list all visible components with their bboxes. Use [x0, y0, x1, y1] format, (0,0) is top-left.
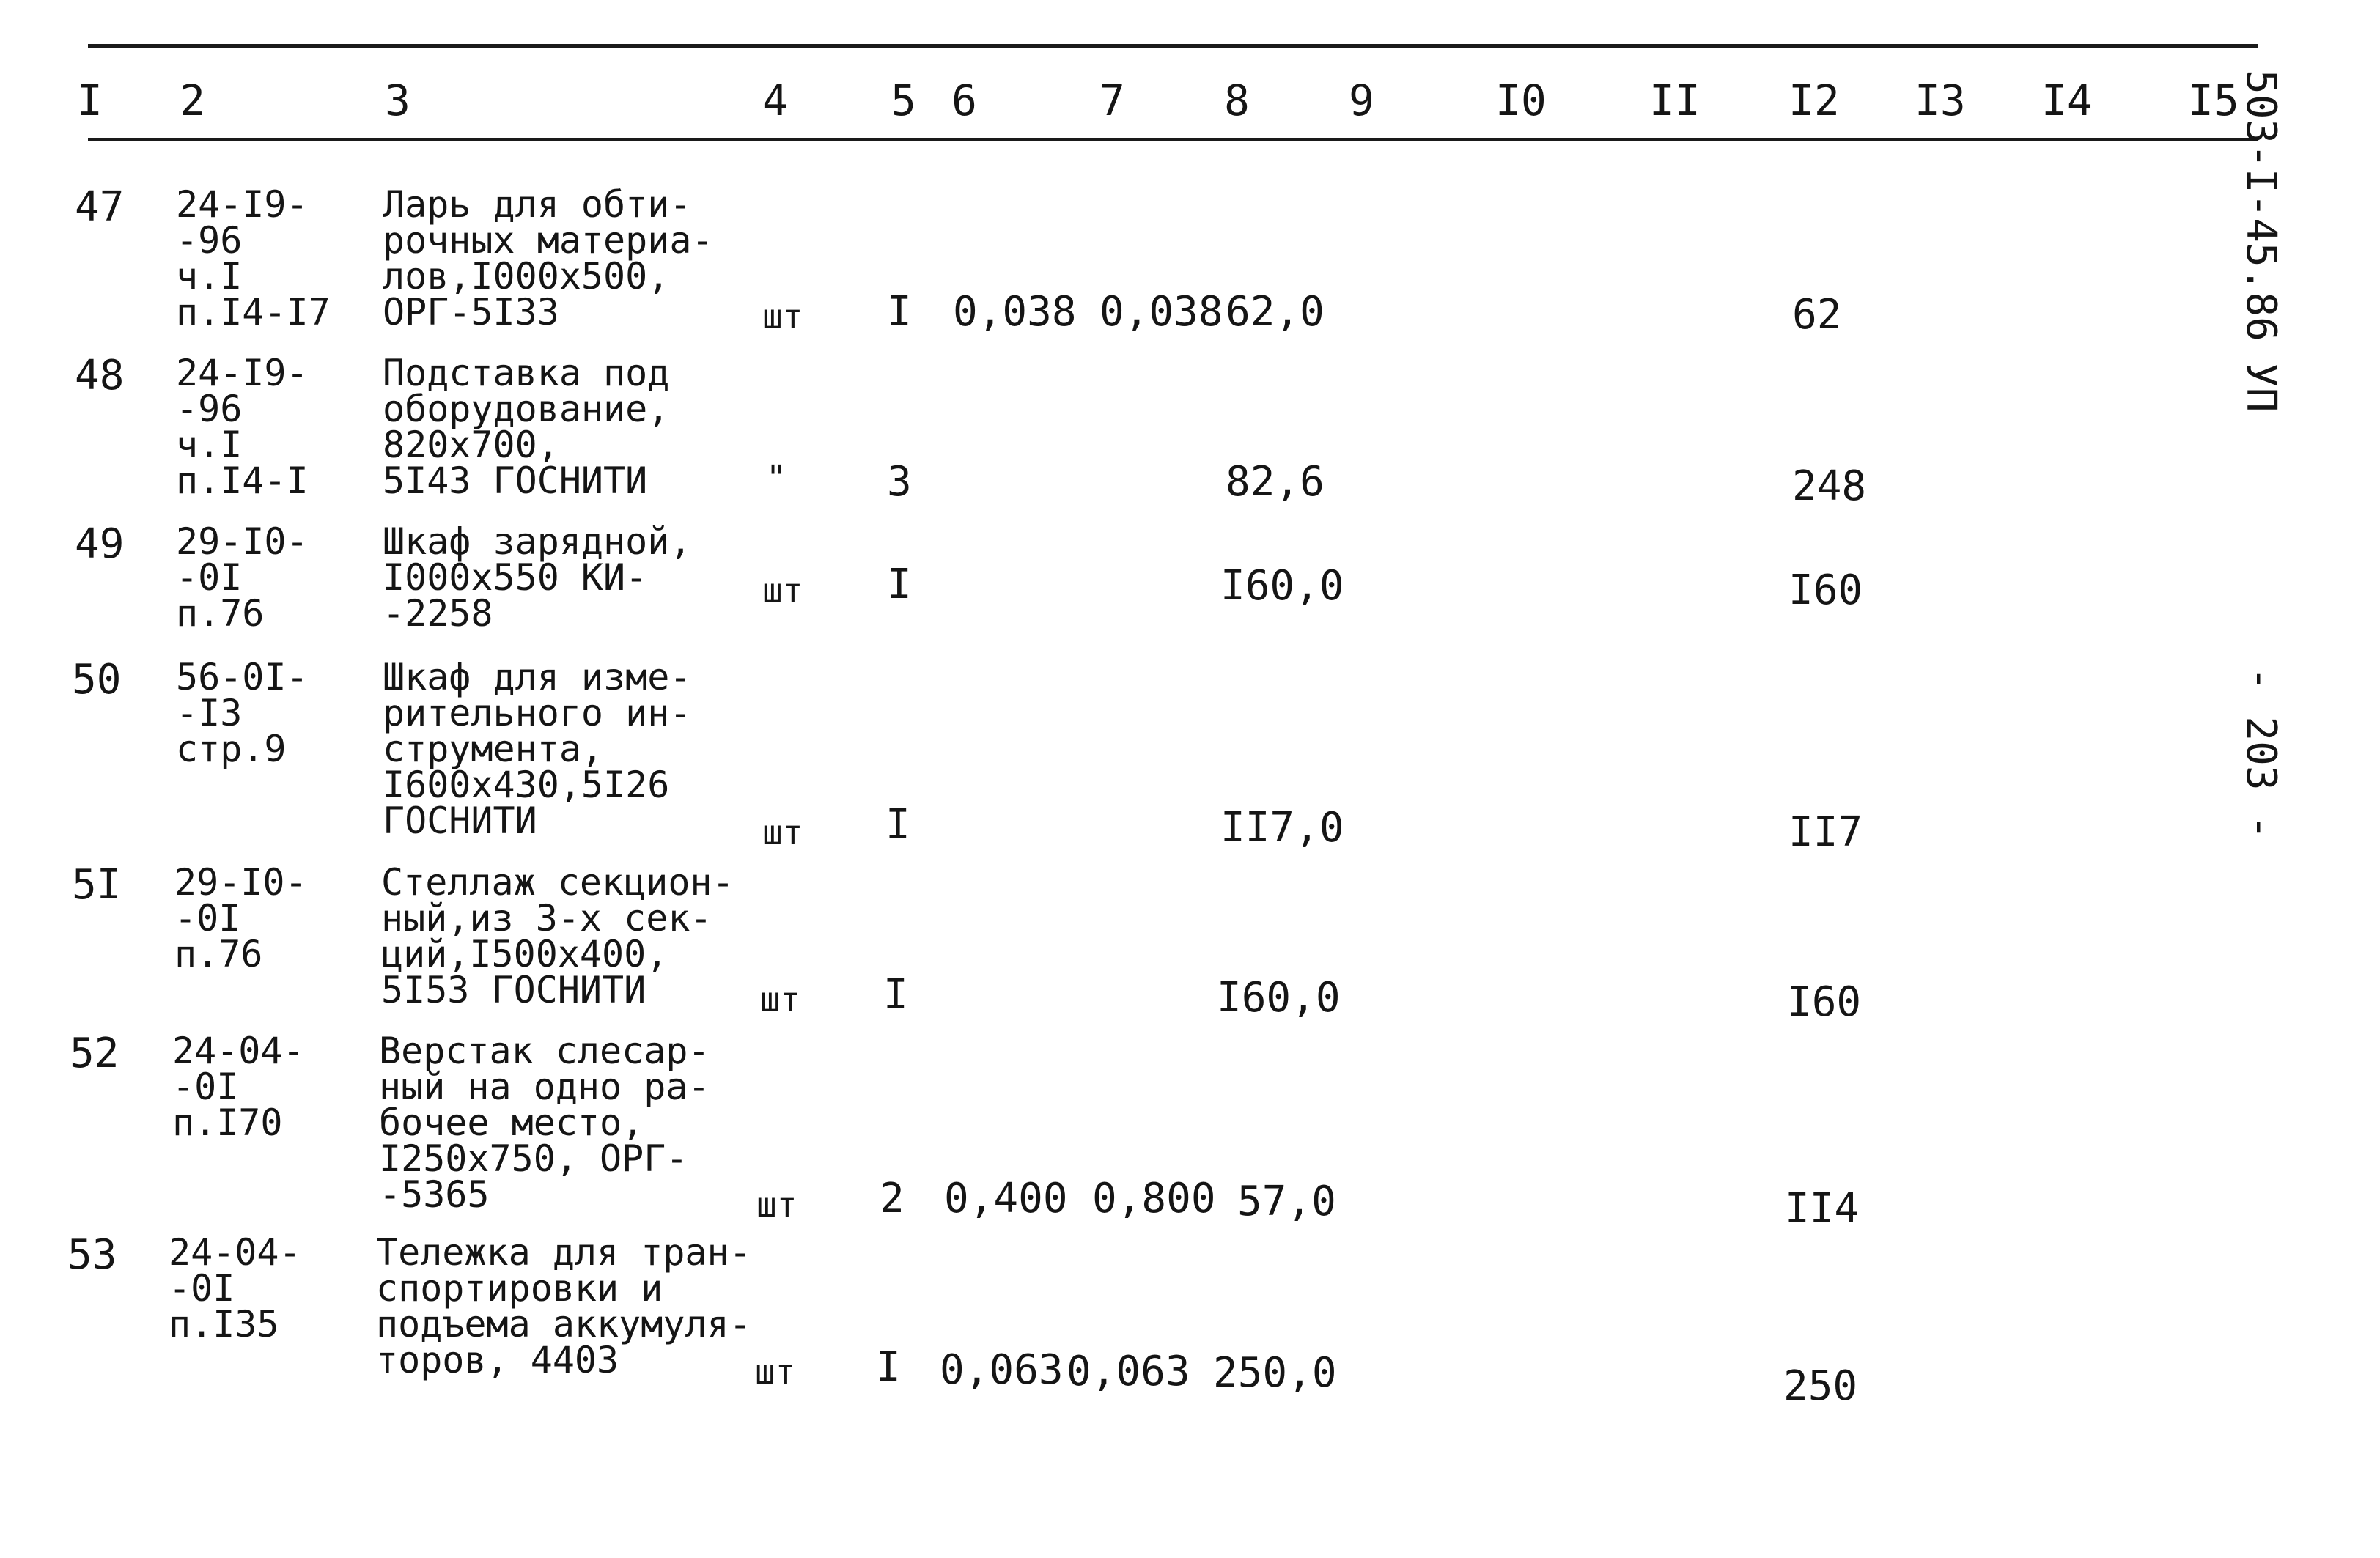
row-50-col12: II7 [1788, 808, 1863, 856]
row-51-quantity: I [883, 971, 908, 1019]
top-rule [88, 44, 2258, 48]
row-53-col12: 250 [1783, 1362, 1858, 1410]
row-51-number: 5I [72, 861, 122, 909]
row-51-unit: шт [760, 980, 801, 1019]
col-header-6: 6 [951, 75, 977, 125]
row-50-unit: шт [762, 813, 803, 852]
row-50-reference: 56-0I- -I3 стр.9 [176, 656, 309, 770]
row-52-col8: 57,0 [1237, 1178, 1336, 1225]
row-53-reference: 24-04- -0I п.I35 [169, 1231, 301, 1345]
row-47-unit: шт [762, 297, 803, 336]
row-53-col7: 0,063 [1066, 1348, 1190, 1395]
row-52-col7: 0,800 [1092, 1175, 1216, 1222]
col-header-2: 2 [180, 75, 205, 125]
document-code: 503-I-45.86 [2237, 70, 2285, 341]
row-53-col6: 0,063 [940, 1346, 1064, 1394]
row-47-col8: 62,0 [1226, 288, 1325, 336]
col-header-4: 4 [762, 75, 788, 125]
row-48-unit: " [766, 458, 786, 498]
row-49-unit: шт [762, 571, 803, 610]
row-47-col7: 0,038 [1099, 288, 1223, 336]
row-51-col12: I60 [1787, 978, 1862, 1026]
row-48-col12: 248 [1792, 462, 1867, 510]
row-49-col12: I60 [1788, 566, 1863, 614]
col-header-10: I0 [1495, 75, 1547, 125]
row-47-col12: 62 [1792, 291, 1842, 339]
row-47-quantity: I [887, 288, 912, 336]
page-number: - 203 - [2237, 667, 2285, 841]
row-50-name: Шкаф для изме- рительного ин- струмента, I600x430,5I26 ГОСНИТИ [383, 656, 692, 842]
row-50-quantity: I [885, 801, 910, 849]
row-52-col6: 0,400 [944, 1175, 1068, 1222]
row-52-number: 52 [70, 1030, 119, 1077]
row-53-number: 53 [67, 1231, 117, 1279]
row-48-reference: 24-I9- -96 ч.I п.I4-I [176, 352, 309, 502]
col-header-15: I5 [2188, 75, 2239, 125]
row-53-quantity: I [876, 1343, 901, 1391]
col-header-3: 3 [385, 75, 410, 125]
row-51-col8: I60,0 [1217, 974, 1341, 1022]
col-header-13: I3 [1915, 75, 1966, 125]
row-48-number: 48 [75, 352, 125, 399]
row-52-quantity: 2 [880, 1175, 905, 1222]
col-header-8: 8 [1224, 75, 1250, 125]
row-49-number: 49 [75, 520, 125, 568]
row-48-col8: 82,6 [1226, 458, 1325, 506]
row-47-reference: 24-I9- -96 ч.I п.I4-I7 [176, 183, 331, 333]
col-header-5: 5 [891, 75, 916, 125]
row-53-name: Тележка для тран- спортировки и подъема аккумуля- торов, 4403 [376, 1231, 751, 1381]
row-47-name: Ларь для обти- рочных материа- лов,I000x500, ОРГ-5I33 [383, 183, 714, 333]
row-51-reference: 29-I0- -0I п.76 [174, 861, 307, 975]
row-49-reference: 29-I0- -0I п.76 [176, 520, 309, 635]
row-48-quantity: 3 [887, 458, 912, 506]
col-header-7: 7 [1099, 75, 1125, 125]
col-header-1: I [77, 75, 103, 125]
row-52-name: Верстак слесар- ный на одно ра- бочее место, I250x750, ОРГ- -5365 [379, 1030, 710, 1216]
col-header-11: II [1649, 75, 1701, 125]
row-53-col8: 250,0 [1213, 1349, 1337, 1397]
col-header-14: I4 [2041, 75, 2093, 125]
col-header-12: I2 [1788, 75, 1840, 125]
album-label: УП [2237, 363, 2285, 413]
row-52-col12: II4 [1785, 1185, 1860, 1233]
row-52-reference: 24-04- -0I п.I70 [172, 1030, 305, 1144]
row-49-quantity: I [887, 561, 912, 608]
row-47-col6: 0,038 [953, 288, 1077, 336]
row-49-name: Шкаф зарядной, I000x550 КИ- -2258 [383, 520, 692, 635]
row-48-name: Подставка под оборудование, 820x700, 5I43 ГОСНИТИ [383, 352, 670, 502]
row-47-number: 47 [75, 183, 125, 231]
row-51-name: Стеллаж секцион- ный,из 3-х сек- ций,I500x400, 5I53 ГОСНИТИ [381, 861, 734, 1011]
header-rule [88, 138, 2258, 141]
row-52-unit: шт [756, 1185, 797, 1225]
col-header-9: 9 [1349, 75, 1374, 125]
row-50-col8: II7,0 [1220, 804, 1344, 852]
row-49-col8: I60,0 [1220, 562, 1344, 610]
row-53-unit: шт [755, 1352, 796, 1392]
row-50-number: 50 [72, 656, 122, 704]
